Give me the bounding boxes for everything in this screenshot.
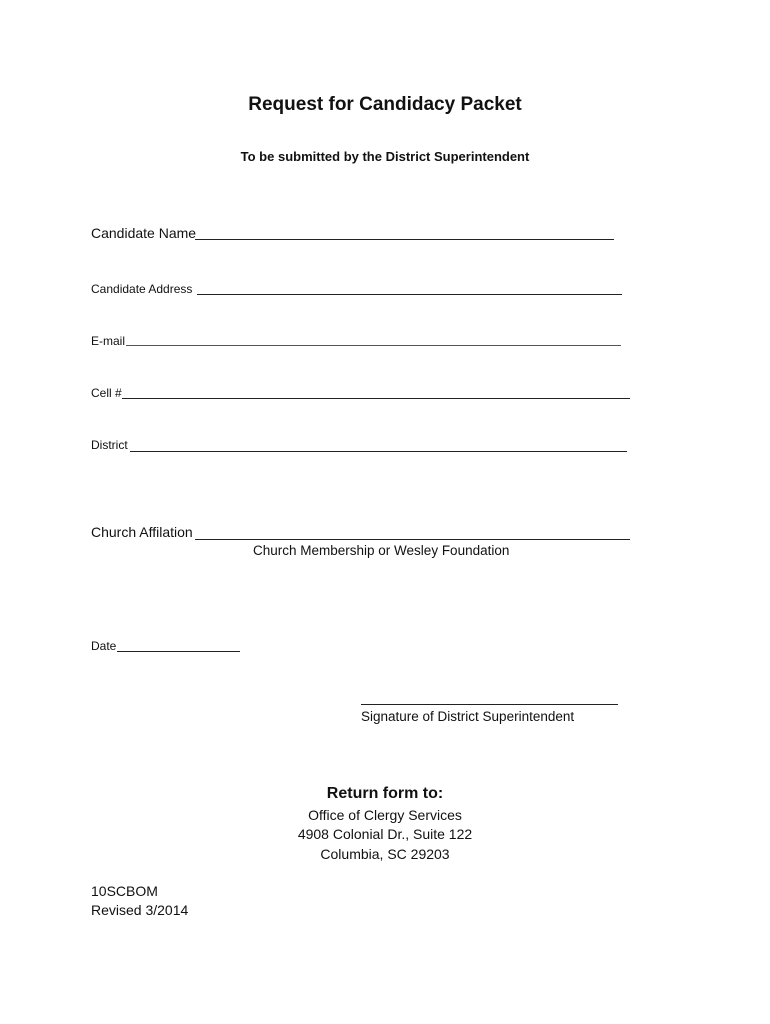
signature-field[interactable]: [361, 704, 618, 705]
form-code: 10SCBOM: [91, 883, 158, 899]
return-street: 4908 Colonial Dr., Suite 122: [297, 826, 473, 842]
cell-field[interactable]: [122, 398, 630, 399]
candidate-name-label: Candidate Name: [91, 225, 197, 241]
church-affiliation-caption: Church Membership or Wesley Foundation: [253, 543, 510, 558]
church-affiliation-field[interactable]: [195, 539, 630, 540]
email-label: E-mail: [91, 334, 126, 348]
signature-caption: Signature of District Superintendent: [361, 709, 575, 724]
candidate-address-label: Candidate Address: [91, 282, 193, 296]
cell-label: Cell #: [91, 386, 122, 400]
return-title: Return form to:: [326, 785, 444, 802]
date-label: Date: [91, 639, 117, 653]
church-affiliation-label: Church Affilation: [91, 524, 193, 540]
date-field[interactable]: [117, 651, 240, 652]
email-field[interactable]: [126, 345, 621, 346]
candidate-name-field[interactable]: [195, 239, 614, 240]
revision-date: Revised 3/2014: [91, 902, 189, 918]
district-field[interactable]: [130, 451, 627, 452]
district-label: District: [91, 438, 128, 452]
return-office: Office of Clergy Services: [308, 807, 462, 823]
form-subtitle: To be submitted by the District Superintendent: [240, 149, 530, 164]
form-title: Request for Candidacy Packet: [248, 94, 522, 115]
candidate-address-field[interactable]: [197, 294, 622, 295]
return-city: Columbia, SC 29203: [320, 846, 450, 862]
